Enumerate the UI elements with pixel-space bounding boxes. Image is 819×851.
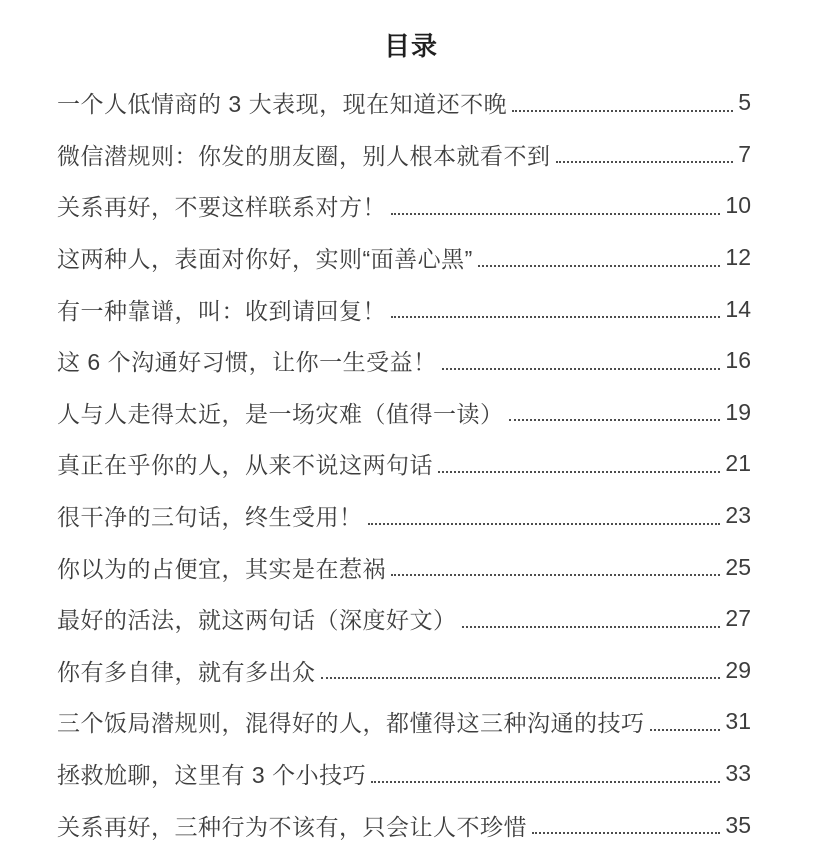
toc-entry-title: 你有多自律，就有多出众 bbox=[57, 658, 316, 685]
toc-entry-title: 一个人低情商的 3 大表现，现在知道还不晚 bbox=[57, 91, 508, 118]
toc-list bbox=[57, 77, 751, 851]
toc-entry[interactable] bbox=[57, 77, 751, 129]
dot-leader bbox=[438, 471, 720, 473]
dot-leader bbox=[556, 161, 734, 163]
dot-leader bbox=[509, 419, 721, 421]
dot-leader bbox=[442, 368, 721, 370]
toc-entry-title: 关系再好，三种行为不该有，只会让人不珍惜 bbox=[57, 813, 527, 840]
toc-entry[interactable] bbox=[57, 490, 751, 542]
dot-leader bbox=[391, 574, 720, 576]
toc-entry[interactable] bbox=[57, 129, 751, 181]
dot-leader bbox=[371, 781, 720, 783]
toc-entry-page: 7 bbox=[738, 140, 751, 167]
toc-entry[interactable] bbox=[57, 232, 751, 284]
toc-entry-page: 21 bbox=[725, 450, 751, 477]
toc-entry[interactable] bbox=[57, 748, 751, 800]
toc-entry-page: 31 bbox=[725, 708, 751, 735]
toc-entry-title: 人与人走得太近，是一场灾难（值得一读） bbox=[57, 400, 504, 427]
toc-entry-page: 35 bbox=[725, 811, 751, 838]
toc-entry[interactable] bbox=[57, 593, 751, 645]
toc-entry-title: 最好的活法，就这两句话（深度好文） bbox=[57, 607, 457, 634]
toc-entry-page: 23 bbox=[725, 502, 751, 529]
toc-entry-title: 很干净的三句话，终生受用！ bbox=[57, 504, 363, 531]
toc-entry-page: 12 bbox=[725, 244, 751, 271]
dot-leader bbox=[391, 213, 720, 215]
dot-leader bbox=[321, 677, 721, 679]
dot-leader bbox=[650, 729, 721, 731]
toc-entry-title: 这 6 个沟通好习惯，让你一生受益！ bbox=[57, 349, 437, 376]
dot-leader bbox=[391, 316, 720, 318]
toc-entry[interactable] bbox=[57, 438, 751, 490]
toc-entry-page: 25 bbox=[725, 553, 751, 580]
toc-entry-page: 14 bbox=[725, 295, 751, 322]
page-title: 目录 bbox=[383, 31, 438, 61]
toc-entry-title: 这两种人，表面对你好，实则“面善心黑” bbox=[57, 246, 473, 273]
toc-entry[interactable] bbox=[57, 541, 751, 593]
toc-entry[interactable] bbox=[57, 283, 751, 335]
toc-entry-page: 19 bbox=[725, 398, 751, 425]
toc-entry-title: 关系再好，不要这样联系对方！ bbox=[57, 194, 386, 221]
dot-leader bbox=[478, 265, 721, 267]
toc-entry-title: 有一种靠谱，叫：收到请回复！ bbox=[57, 297, 386, 324]
toc-entry[interactable] bbox=[57, 335, 751, 387]
toc-entry[interactable] bbox=[57, 180, 751, 232]
dot-leader bbox=[368, 523, 721, 525]
toc-entry-title: 你以为的占便宜，其实是在惹祸 bbox=[57, 555, 386, 582]
toc-entry-page: 27 bbox=[725, 605, 751, 632]
toc-entry-title: 三个饭局潜规则，混得好的人，都懂得这三种沟通的技巧 bbox=[57, 710, 645, 737]
dot-leader bbox=[512, 110, 733, 112]
dot-leader bbox=[462, 626, 721, 628]
toc-entry[interactable] bbox=[57, 696, 751, 748]
toc-entry-title: 微信潜规则：你发的朋友圈，别人根本就看不到 bbox=[57, 142, 551, 169]
toc-entry-title: 拯救尬聊，这里有 3 个小技巧 bbox=[57, 762, 367, 789]
toc-entry[interactable] bbox=[57, 645, 751, 697]
toc-entry-page: 5 bbox=[738, 89, 751, 116]
toc-entry-page: 10 bbox=[725, 192, 751, 219]
dot-leader bbox=[532, 832, 720, 834]
toc-entry[interactable] bbox=[57, 387, 751, 439]
toc-entry-page: 33 bbox=[725, 760, 751, 787]
toc-entry-page: 29 bbox=[725, 656, 751, 683]
toc-entry-title: 真正在乎你的人，从来不说这两句话 bbox=[57, 452, 433, 479]
toc-entry[interactable] bbox=[57, 799, 751, 851]
toc-entry-page: 16 bbox=[725, 347, 751, 374]
